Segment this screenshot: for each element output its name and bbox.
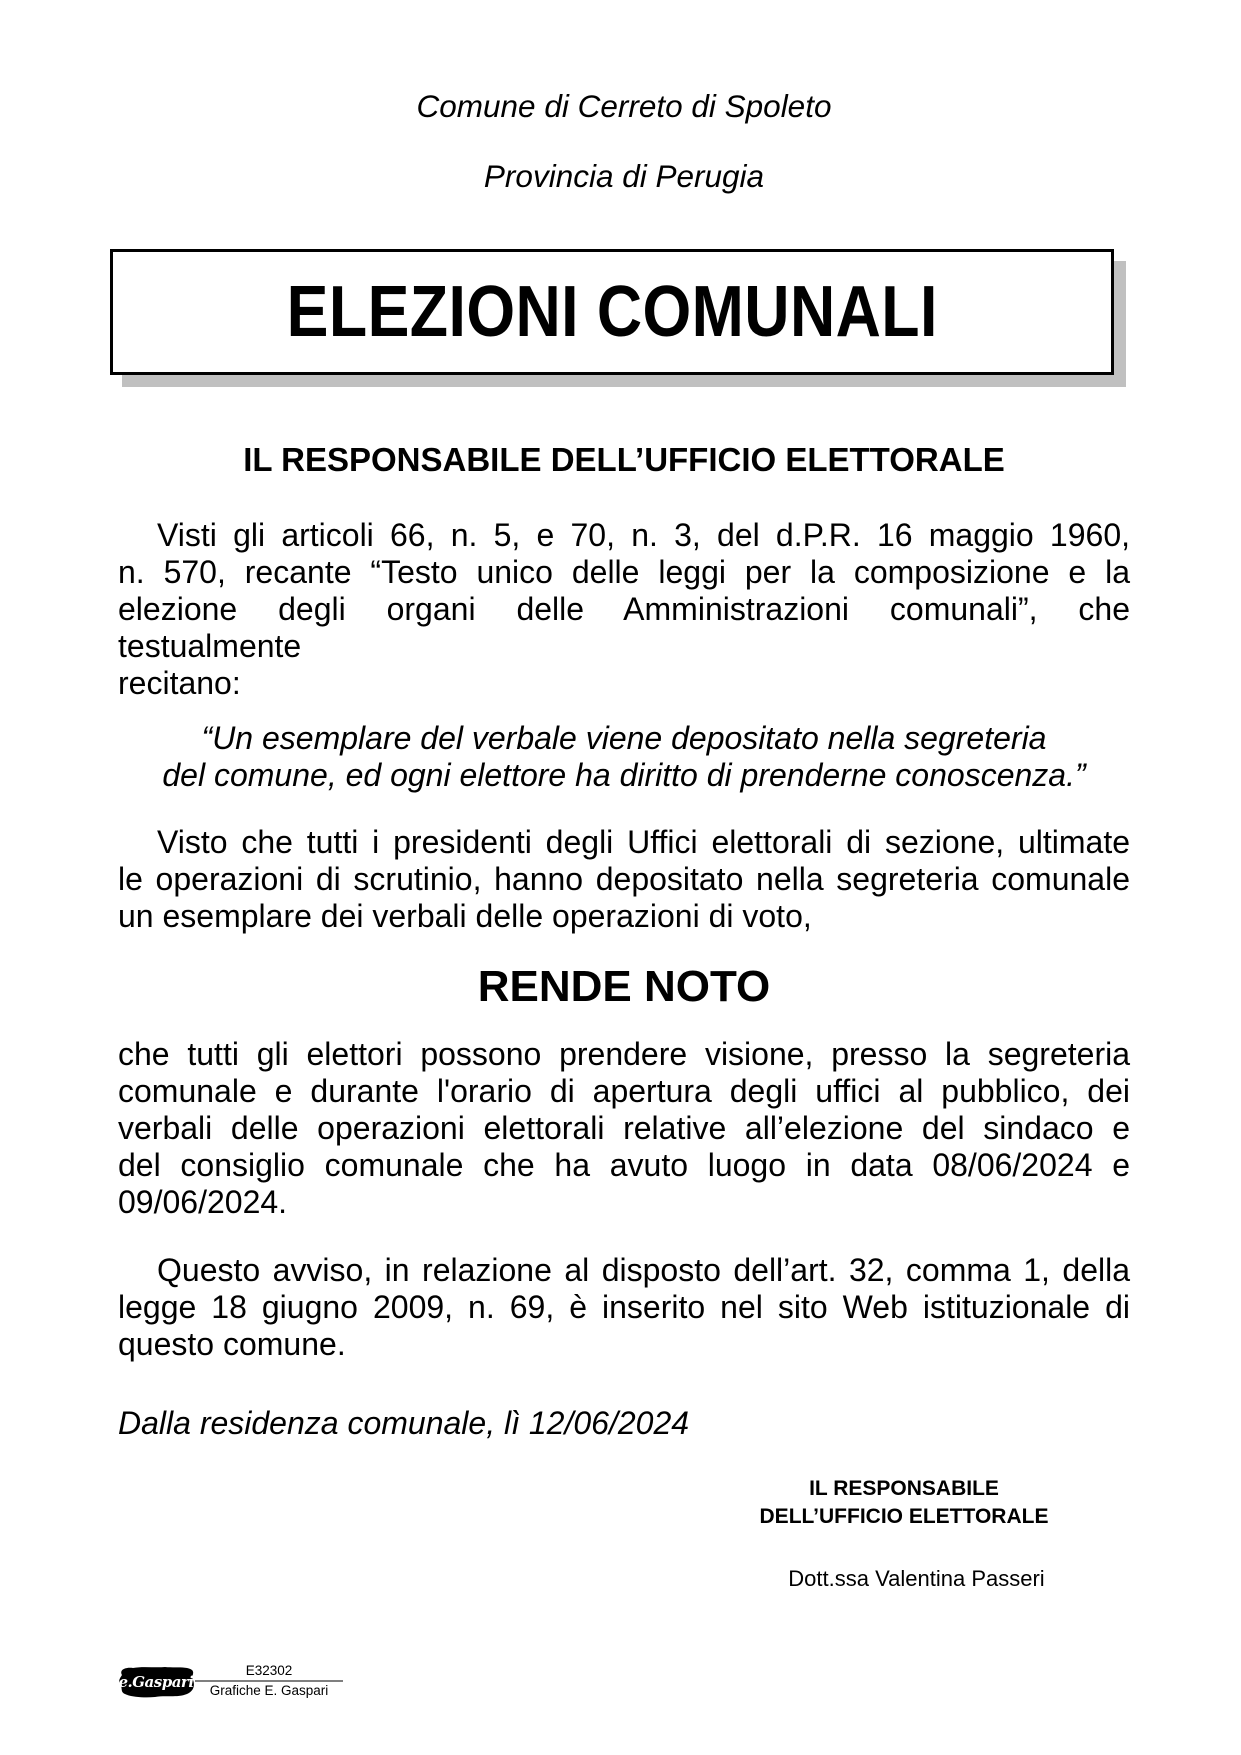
paragraph1-line-2: n. 570, recante “Testo unico delle leggi per la composizione e la: [118, 554, 1130, 590]
header-province: Provincia di Perugia: [483, 158, 765, 194]
paragraph3-line-5: 09/06/2024.: [118, 1184, 288, 1220]
dateline: Dalla residenza comunale, lì 12/06/2024: [118, 1405, 690, 1441]
quote-block: [118, 720, 1130, 794]
paragraph3-line-2: comunale e durante l'orario di apertura degli uffici al pubblico, dei: [118, 1073, 1130, 1109]
paragraph3-line-4: del consiglio comunale che ha avuto luogo in data 08/06/2024 e: [118, 1147, 1130, 1183]
paragraph4-line-2: legge 18 giugno 2009, n. 69, è inserito nel sito Web istituzionale di: [118, 1289, 1130, 1325]
header-municipality: Comune di Cerreto di Spoleto: [416, 88, 832, 124]
signature-name: Dott.ssa Valentina Passeri: [788, 1566, 1045, 1591]
paragraph2-line-3: un esemplare dei verbali delle operazioni di voto,: [118, 898, 812, 934]
paragraph1-line-3: elezione degli organi delle Amministrazioni comunali”, che testualmente: [118, 591, 1130, 664]
paragraph-2: [118, 824, 1130, 935]
printer-logo-text: e.Gaspari: [118, 1673, 194, 1691]
paragraph1-line-1: Visti gli articoli 66, n. 5, e 70, n. 3, del d.P.R. 16 maggio 1960,: [157, 517, 1130, 553]
section-heading-responsabile: IL RESPONSABILE DELL’UFFICIO ELETTORALE: [243, 441, 1005, 478]
page-title: ELEZIONI COMUNALI: [286, 272, 938, 352]
paragraph2-line-2: le operazioni di scrutinio, hanno depositato nella segreteria comunale: [118, 861, 1130, 897]
signature-role-line-1: IL RESPONSABILE: [809, 1477, 999, 1500]
printer-name: Grafiche E. Gaspari: [209, 1683, 329, 1698]
printer-footer: [117, 1662, 343, 1700]
document-content: [118, 0, 1130, 1594]
paragraph-1: [118, 517, 1130, 702]
paragraph3-line-1: che tutti gli elettori possono prendere visione, presso la segreteria: [118, 1036, 1130, 1072]
rende-noto-heading: RENDE NOTO: [477, 962, 771, 1011]
signature-role-line-2: DELL’UFFICIO ELETTORALE: [759, 1505, 1049, 1528]
print-code: E32302: [245, 1663, 293, 1678]
paragraph3-line-3: verbali delle operazioni elettorali relative all’elezione del sindaco e: [118, 1110, 1130, 1146]
paragraph4-line-3: questo comune.: [118, 1326, 346, 1362]
quote-line-1: “Un esemplare del verbale viene depositato nella segreteria: [201, 720, 1047, 756]
quote-line-2: del comune, ed ogni elettore ha diritto di prenderne conoscenza.”: [162, 757, 1086, 793]
paragraph2-line-1: Visto che tutti i presidenti degli Uffici elettorali di sezione, ultimate: [157, 824, 1130, 860]
paragraph1-line-4: recitano:: [118, 665, 241, 701]
printer-info: [195, 1662, 343, 1700]
paragraph4-line-1: Questo avviso, in relazione al disposto dell’art. 32, comma 1, della: [157, 1252, 1130, 1288]
paragraph-4: [118, 1252, 1130, 1363]
paragraph-3: [118, 1036, 1130, 1221]
signature-block: [604, 1475, 1204, 1594]
printer-logo: [117, 1666, 195, 1698]
title-box: [110, 249, 1114, 375]
